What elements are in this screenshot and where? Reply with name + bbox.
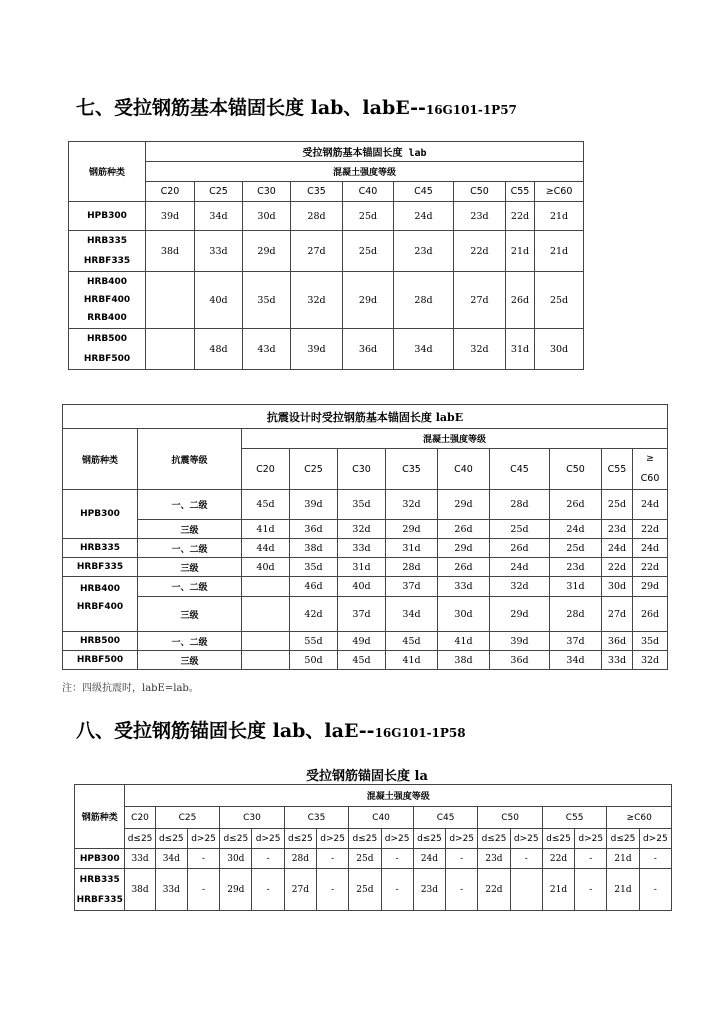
diameter-subheader: d≤25 (125, 829, 155, 849)
value-cell: 37d (386, 577, 438, 597)
table-1-caption: 受拉钢筋基本锚固长度 lab (146, 142, 584, 162)
value-cell: 26d (550, 490, 602, 520)
value-cell: - (252, 869, 284, 911)
value-cell: 25d (490, 520, 550, 539)
value-cell: 32d (454, 329, 506, 370)
value-cell: 35d (633, 632, 668, 651)
value-cell: 27d (291, 231, 343, 272)
value-cell: 33d (602, 651, 633, 670)
concrete-grade-header: 混凝土强度等级 (146, 162, 584, 182)
value-cell: 27d (454, 272, 506, 329)
value-cell: 33d (125, 849, 155, 869)
rebar-type-line: HRB500 (86, 334, 128, 344)
value-cell: 24d (490, 558, 550, 577)
grade-column-header: C35 (284, 807, 349, 829)
anchorage-length-table (74, 784, 672, 911)
rebar-type-line: HRBF500 (83, 354, 131, 364)
rebar-type-cell: HPB300 (63, 490, 138, 539)
value-cell: 30d (535, 329, 584, 370)
value-cell: - (639, 849, 671, 869)
diameter-subheader: d>25 (317, 829, 349, 849)
value-cell: 45d (386, 632, 438, 651)
value-cell: 32d (291, 272, 343, 329)
value-cell: 32d (386, 490, 438, 520)
value-cell: - (510, 849, 542, 869)
diameter-subheader: d>25 (575, 829, 607, 849)
value-cell: 21d (607, 849, 639, 869)
seismic-level-header: 抗震等级 (138, 429, 242, 490)
diameter-subheader: d≤25 (478, 829, 510, 849)
diameter-subheader: d>25 (381, 829, 413, 849)
value-cell: 34d (550, 651, 602, 670)
value-cell: 22d (478, 869, 510, 911)
rebar-type-header: 钢筋种类 (75, 785, 125, 849)
section-8-heading (76, 722, 466, 741)
grade-column-header: C30 (243, 182, 291, 202)
value-cell: 33d (195, 231, 243, 272)
value-cell: 36d (290, 520, 338, 539)
value-cell: 45d (338, 651, 386, 670)
value-cell: 24d (602, 539, 633, 558)
grade-column-header: C20 (242, 449, 290, 490)
value-cell: 30d (243, 202, 291, 231)
value-cell: 49d (338, 632, 386, 651)
grade-header-line: ≥ (646, 453, 655, 464)
value-cell: 40d (338, 577, 386, 597)
value-cell: - (317, 849, 349, 869)
grade-column-header: C55 (602, 449, 633, 490)
value-cell: 24d (394, 202, 454, 231)
value-cell: 46d (290, 577, 338, 597)
value-cell: 40d (242, 558, 290, 577)
value-cell: - (446, 849, 478, 869)
diameter-subheader: d>25 (252, 829, 284, 849)
value-cell: 25d (343, 231, 394, 272)
value-cell: 55d (290, 632, 338, 651)
diameter-subheader: d≤25 (155, 829, 187, 849)
value-cell: 27d (284, 869, 316, 911)
value-cell: 36d (602, 632, 633, 651)
value-cell: 39d (146, 202, 195, 231)
value-cell: 22d (633, 558, 668, 577)
value-cell: 24d (550, 520, 602, 539)
rebar-type-cell: HPB300 (75, 849, 125, 869)
concrete-grade-header: 混凝土强度等级 (242, 429, 668, 449)
value-cell (242, 632, 290, 651)
value-cell: 37d (338, 597, 386, 632)
rebar-type-line: HRBF335 (76, 894, 123, 905)
seismic-level-cell: 三级 (138, 558, 242, 577)
rebar-type-line: HRBF400 (83, 295, 131, 305)
value-cell: 45d (242, 490, 290, 520)
grade-column-header: C30 (220, 807, 285, 829)
diameter-subheader: d>25 (510, 829, 542, 849)
value-cell: 25d (535, 272, 584, 329)
diameter-subheader: d≤25 (349, 829, 381, 849)
value-cell (146, 329, 195, 370)
grade-column-header: ≥C60 (607, 807, 672, 829)
diameter-subheader: d≤25 (413, 829, 445, 849)
diameter-subheader: d>25 (639, 829, 671, 849)
table-2-caption: 抗震设计时受拉钢筋基本锚固长度 labE (63, 405, 668, 429)
rebar-type-cell (75, 869, 125, 911)
grade-column-header: C45 (413, 807, 478, 829)
value-cell: 29d (438, 539, 490, 558)
table-3-caption: 受拉钢筋锚固长度 la (306, 769, 428, 784)
diameter-subheader: d≤25 (542, 829, 574, 849)
value-cell: - (317, 869, 349, 911)
grade-column-header: C30 (338, 449, 386, 490)
value-cell: - (575, 869, 607, 911)
value-cell: - (252, 849, 284, 869)
seismic-level-cell: 一、二级 (138, 632, 242, 651)
grade-column-header: C55 (542, 807, 607, 829)
value-cell: 21d (535, 231, 584, 272)
rebar-type-line: HRB400 (86, 277, 128, 287)
value-cell: 23d (454, 202, 506, 231)
value-cell: 25d (602, 490, 633, 520)
value-cell: 28d (490, 490, 550, 520)
seismic-level-cell: 三级 (138, 597, 242, 632)
value-cell: 31d (386, 539, 438, 558)
seismic-level-cell: 一、二级 (138, 490, 242, 520)
grade-column-header: C25 (155, 807, 220, 829)
value-cell: 32d (490, 577, 550, 597)
value-cell: 37d (550, 632, 602, 651)
value-cell: 28d (394, 272, 454, 329)
rebar-type-cell (69, 231, 146, 272)
grade-column-header: C35 (291, 182, 343, 202)
diameter-subheader: d>25 (187, 829, 219, 849)
value-cell: 38d (125, 869, 155, 911)
rebar-type-header: 钢筋种类 (63, 429, 138, 490)
section-8-reference: 16G101-1P58 (374, 726, 466, 740)
grade-header-line: C60 (640, 473, 660, 484)
value-cell: 26d (438, 558, 490, 577)
value-cell: 33d (338, 539, 386, 558)
value-cell: 48d (195, 329, 243, 370)
rebar-type-line: RRB400 (87, 313, 127, 323)
value-cell: 41d (438, 632, 490, 651)
value-cell: 34d (195, 202, 243, 231)
grade-column-header: ≥C60 (535, 182, 584, 202)
value-cell: 29d (343, 272, 394, 329)
value-cell: 21d (535, 202, 584, 231)
rebar-type-line: HRB400 (79, 584, 121, 594)
value-cell: 25d (349, 849, 381, 869)
value-cell: 29d (386, 520, 438, 539)
value-cell: 26d (633, 597, 668, 632)
value-cell (242, 651, 290, 670)
value-cell: 41d (242, 520, 290, 539)
value-cell: - (381, 869, 413, 911)
grade-column-header: C35 (386, 449, 438, 490)
value-cell: 38d (146, 231, 195, 272)
diameter-subheader: d≤25 (284, 829, 316, 849)
value-cell: 34d (386, 597, 438, 632)
rebar-type-cell (69, 329, 146, 370)
rebar-type-line: HRB335 (79, 874, 120, 885)
diameter-subheader: d>25 (446, 829, 478, 849)
rebar-type-line: HRB335 (86, 236, 128, 246)
value-cell: 25d (550, 539, 602, 558)
value-cell: 24d (413, 849, 445, 869)
value-cell: 26d (490, 539, 550, 558)
value-cell: 42d (290, 597, 338, 632)
value-cell: 29d (438, 490, 490, 520)
value-cell: 38d (290, 539, 338, 558)
value-cell: 29d (220, 869, 252, 911)
value-cell: - (381, 849, 413, 869)
rebar-type-cell: HPB300 (69, 202, 146, 231)
grade-column-header: C45 (394, 182, 454, 202)
value-cell: - (187, 869, 219, 911)
grade-column-header: C45 (490, 449, 550, 490)
grade-column-header: C20 (146, 182, 195, 202)
value-cell: 24d (633, 539, 668, 558)
value-cell: 29d (490, 597, 550, 632)
grade-column-header: C25 (195, 182, 243, 202)
grade-column-header: C50 (478, 807, 543, 829)
grade-column-header (633, 449, 668, 490)
grade-column-header: C50 (550, 449, 602, 490)
grade-column-header: C55 (506, 182, 535, 202)
value-cell: 31d (338, 558, 386, 577)
value-cell: 26d (506, 272, 535, 329)
value-cell: 34d (394, 329, 454, 370)
value-cell: 30d (438, 597, 490, 632)
value-cell: 21d (506, 231, 535, 272)
rebar-type-line: HRBF400 (76, 602, 124, 612)
value-cell: 21d (607, 869, 639, 911)
value-cell: 22d (602, 558, 633, 577)
value-cell: 35d (290, 558, 338, 577)
value-cell: 29d (633, 577, 668, 597)
value-cell: 29d (243, 231, 291, 272)
value-cell: 23d (413, 869, 445, 911)
rebar-type-cell: HRBF500 (63, 651, 138, 670)
value-cell: 28d (386, 558, 438, 577)
section-7-title: 七、受拉钢筋基本锚固长度 lab、labE-- (76, 97, 426, 119)
value-cell: 31d (550, 577, 602, 597)
rebar-type-header: 钢筋种类 (69, 142, 146, 202)
value-cell (146, 272, 195, 329)
value-cell: 39d (490, 632, 550, 651)
value-cell (510, 869, 542, 911)
basic-anchorage-length-table (68, 141, 584, 370)
section-8-title: 八、受拉钢筋锚固长度 lab、laE-- (76, 720, 375, 742)
value-cell: 28d (550, 597, 602, 632)
diameter-subheader: d≤25 (220, 829, 252, 849)
value-cell: 35d (243, 272, 291, 329)
seismic-anchorage-length-table (62, 404, 668, 670)
concrete-grade-header: 混凝土强度等级 (125, 785, 672, 807)
value-cell: 39d (291, 329, 343, 370)
value-cell: 33d (155, 869, 187, 911)
grade-column-header: C40 (343, 182, 394, 202)
rebar-type-cell: HRB335 (63, 539, 138, 558)
section-7-reference: 16G101-1P57 (425, 103, 517, 117)
value-cell: 23d (394, 231, 454, 272)
seismic-level-cell: 一、二级 (138, 539, 242, 558)
value-cell: 34d (155, 849, 187, 869)
value-cell: 30d (602, 577, 633, 597)
rebar-type-line: HRBF335 (83, 256, 131, 266)
section-7-heading (76, 99, 517, 118)
value-cell (242, 597, 290, 632)
grade-column-header: C25 (290, 449, 338, 490)
rebar-type-cell: HRBF335 (63, 558, 138, 577)
value-cell: 31d (506, 329, 535, 370)
value-cell: 50d (290, 651, 338, 670)
value-cell: 30d (220, 849, 252, 869)
seismic-level-cell: 一、二级 (138, 577, 242, 597)
value-cell: 41d (386, 651, 438, 670)
grade-column-header: C40 (349, 807, 414, 829)
value-cell: 24d (633, 490, 668, 520)
value-cell: 22d (542, 849, 574, 869)
value-cell: 32d (633, 651, 668, 670)
value-cell: 32d (338, 520, 386, 539)
seismic-level-cell: 三级 (138, 651, 242, 670)
rebar-type-cell: HRB500 (63, 632, 138, 651)
grade-column-header: C50 (454, 182, 506, 202)
rebar-type-cell (69, 272, 146, 329)
value-cell: 27d (602, 597, 633, 632)
value-cell: 23d (602, 520, 633, 539)
value-cell: - (639, 869, 671, 911)
value-cell: 25d (349, 869, 381, 911)
value-cell: 35d (338, 490, 386, 520)
value-cell: 33d (438, 577, 490, 597)
value-cell (242, 577, 290, 597)
value-cell: 23d (550, 558, 602, 577)
value-cell: 25d (343, 202, 394, 231)
value-cell: - (187, 849, 219, 869)
seismic-level-cell: 三级 (138, 520, 242, 539)
grade-column-header: C40 (438, 449, 490, 490)
value-cell: 21d (542, 869, 574, 911)
value-cell: 40d (195, 272, 243, 329)
value-cell: 28d (291, 202, 343, 231)
value-cell: 44d (242, 539, 290, 558)
value-cell: 39d (290, 490, 338, 520)
grade-column-header: C20 (125, 807, 155, 829)
diameter-subheader: d≤25 (607, 829, 639, 849)
value-cell: - (575, 849, 607, 869)
value-cell: 22d (633, 520, 668, 539)
value-cell: 38d (438, 651, 490, 670)
seismic-note: 注：四级抗震时，labE=lab。 (62, 683, 199, 694)
value-cell: 43d (243, 329, 291, 370)
value-cell: 22d (454, 231, 506, 272)
value-cell: 36d (343, 329, 394, 370)
value-cell: 23d (478, 849, 510, 869)
value-cell: - (446, 869, 478, 911)
value-cell: 26d (438, 520, 490, 539)
value-cell: 28d (284, 849, 316, 869)
rebar-type-cell (63, 577, 138, 632)
value-cell: 22d (506, 202, 535, 231)
value-cell: 36d (490, 651, 550, 670)
